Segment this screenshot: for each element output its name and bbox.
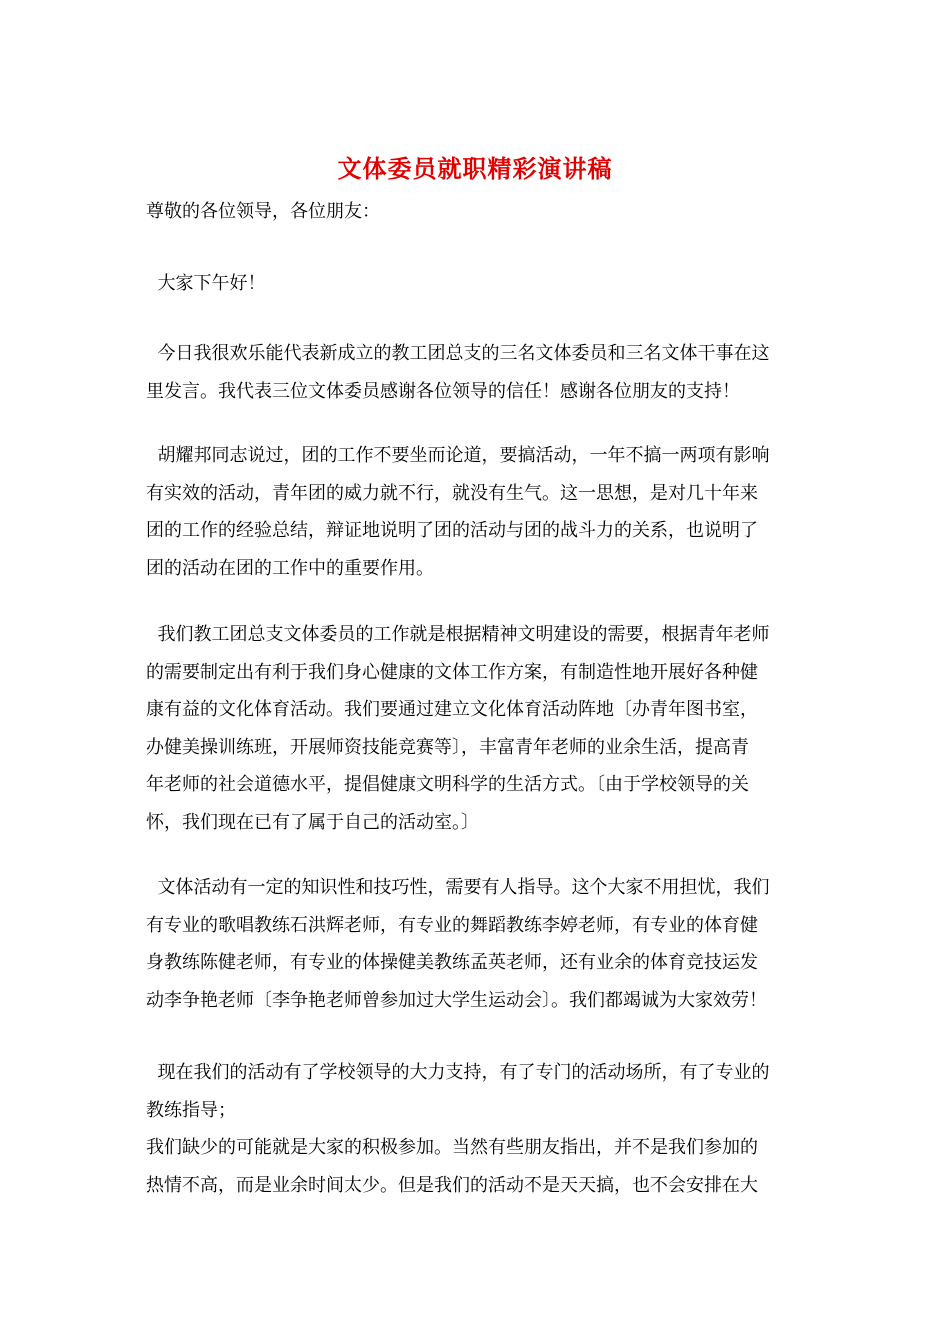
paragraph-line: 动李争艳老师〔李争艳老师曾参加过大学生运动会〕。我们都竭诚为大家效劳！ (146, 989, 767, 1011)
paragraph-4 (146, 869, 812, 1019)
paragraph-line: 今日我很欢乐能代表新成立的教工团总支的三名文体委员和三名文体干事在这 (146, 343, 770, 364)
paragraph-2 (146, 437, 812, 587)
paragraph-line: 身教练陈健老师，有专业的体操健美教练孟英老师，还有业余的体育竞技运发 (146, 952, 758, 973)
paragraph-line: 团的工作的经验总结，辩证地说明了团的活动与团的战斗力的关系，也说明了 (146, 520, 758, 541)
paragraph-line: 我们教工团总支文体委员的工作就是根据精神文明建设的需要，根据青年老师 (146, 624, 770, 645)
paragraph-line: 热情不高，而是业余时间太少。但是我们的活动不是天天搞，也不会安排在大 (146, 1174, 758, 1196)
paragraph-line: 康有益的文化体育活动。我们要通过建立文化体育活动阵地〔办青年图书室， (146, 699, 758, 720)
paragraph-3 (146, 616, 812, 841)
document-title: 文体委员就职精彩演讲稿 (337, 154, 613, 183)
paragraph-5 (146, 1054, 812, 1204)
paragraph-line: 文体活动有一定的知识性和技巧性，需要有人指导。这个大家不用担忧，我们 (146, 877, 770, 898)
paragraph-line: 有专业的歌唱教练石洪辉老师，有专业的舞蹈教练李婷老师，有专业的体育健 (146, 914, 758, 936)
paragraph-line: 现在我们的活动有了学校领导的大力支持，有了专门的活动场所，有了专业的 (146, 1062, 770, 1083)
paragraph-line: 年老师的社会道德水平，提倡健康文明科学的生活方式。〔由于学校领导的关 (146, 774, 749, 795)
paragraph-1 (146, 335, 812, 410)
paragraph-line: 团的活动在团的工作中的重要作用。 (146, 557, 434, 579)
paragraph-line: 怀，我们现在已有了属于自己的活动室。〕 (146, 811, 479, 833)
paragraph-line: 胡耀邦同志说过，团的工作不要坐而论道，要搞活动，一年不搞一两项有影响 (146, 445, 770, 466)
greeting (146, 265, 812, 303)
paragraph-line: 教练指导； (146, 1099, 236, 1121)
paragraph-line: 的需要制定出有利于我们身心健康的文体工作方案，有制造性地开展好各种健 (146, 661, 758, 683)
greeting-line: 大家下午好！ (146, 273, 266, 294)
paragraph-line: 我们缺少的可能就是大家的积极参加。当然有些朋友指出，并不是我们参加的 (146, 1137, 758, 1158)
paragraph-line: 里发言。我代表三位文体委员感谢各位领导的信任！感谢各位朋友的支持！ (146, 380, 740, 402)
paragraph-line: 有实效的活动，青年团的威力就不行，就没有生气。这一思想，是对几十年来 (146, 482, 758, 504)
salutation-line: 尊敬的各位领导，各位朋友： (146, 201, 380, 222)
salutation (146, 193, 812, 231)
paragraph-line: 办健美操训练班，开展师资技能竞赛等〕，丰富青年老师的业余生活，提高青 (146, 736, 749, 758)
